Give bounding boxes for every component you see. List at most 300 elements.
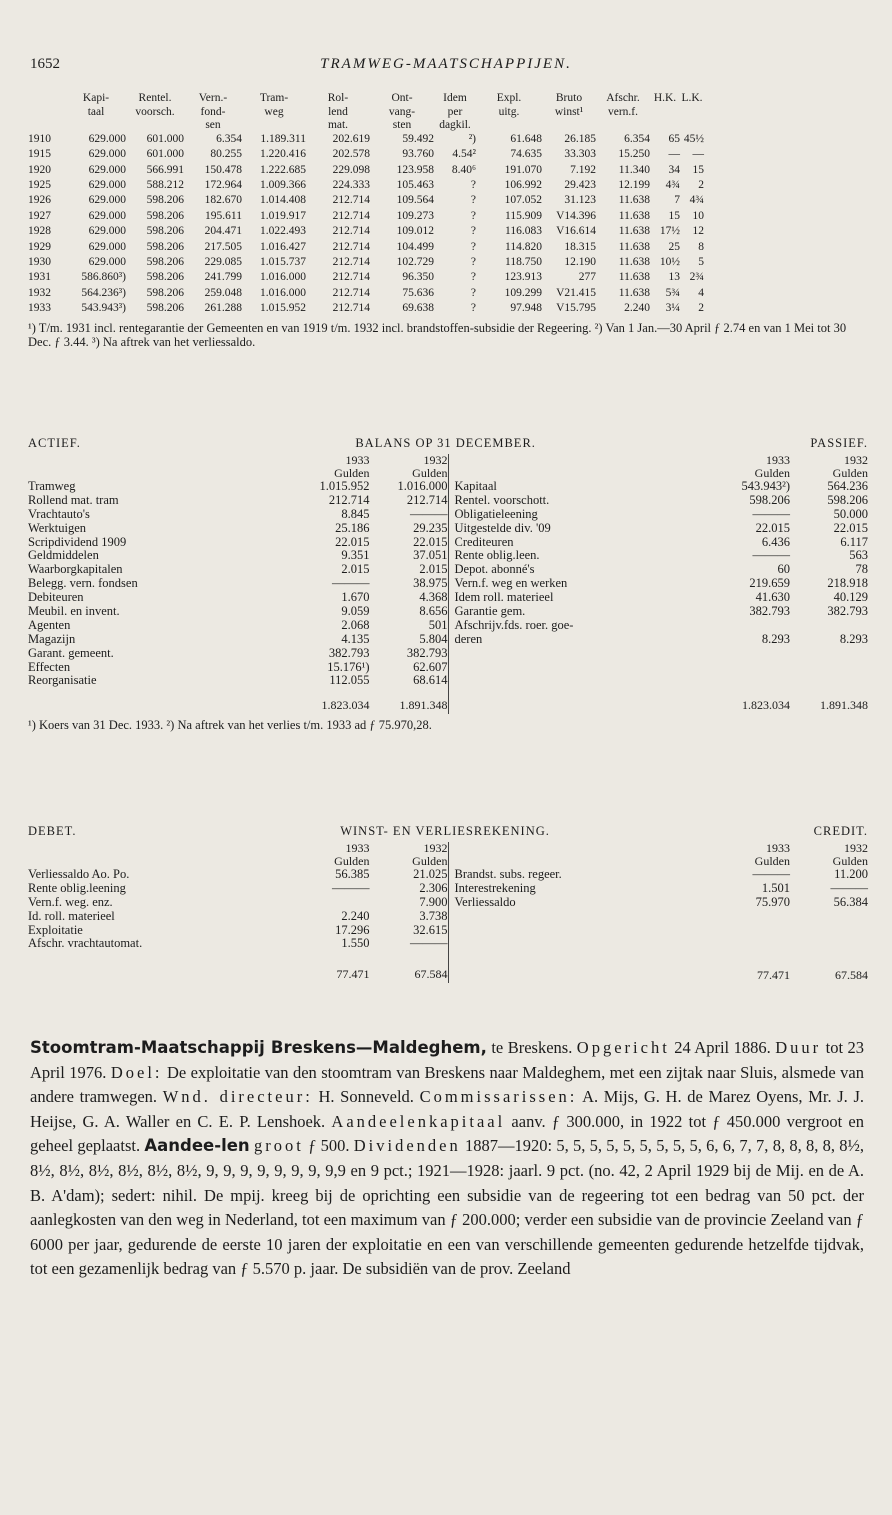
credit-column (449, 842, 869, 983)
table-cell: 1.015.952 (260, 302, 306, 315)
passief-total-1933: 1.823.034 (742, 698, 790, 713)
table-cell: 629.000 (88, 255, 126, 268)
table-cell: 75.636 (402, 286, 434, 299)
passief-row (449, 633, 869, 647)
table-cell: ? (470, 286, 476, 299)
actief-value-1933: 382.793 (328, 645, 370, 660)
actief-row (28, 549, 448, 563)
table-cell: 4¾ (665, 178, 680, 191)
credit-label: Brandst. subs. regeer. (454, 868, 562, 881)
actief-label: Werktuigen (28, 521, 87, 535)
unit-label: Gulden (334, 854, 370, 868)
table-cell: 11.340 (618, 163, 650, 176)
table-cell: 11.638 (618, 271, 650, 284)
debet-value-1932: 7.900 (419, 894, 448, 909)
founded-label: Opgericht (576, 1038, 670, 1057)
passief-label: Obligatieleening (454, 507, 538, 521)
credit-label: Interestrekening (454, 881, 536, 895)
actief-label: Debiteuren (28, 591, 84, 605)
actief-total-1932: 1.891.348 (399, 698, 448, 713)
table-cell: ? (470, 194, 476, 207)
table-cell: 123.958 (396, 163, 434, 176)
passief-row (449, 563, 869, 577)
table-cell: 102.729 (396, 255, 434, 268)
table-cell: ? (470, 178, 476, 191)
debet-value-1932: 3.738 (419, 908, 448, 923)
table-cell: 217.505 (204, 240, 242, 253)
actief-value-1933: ——— (332, 576, 370, 591)
table-cell: ? (470, 225, 476, 238)
table-cell: 11.638 (618, 240, 650, 253)
credit-title: CREDIT. (813, 824, 868, 838)
actief-row (28, 494, 448, 508)
table-cell: 601.000 (146, 148, 184, 161)
pl-title: WINST- EN VERLIESREKENING. (340, 824, 550, 838)
table-cell: — (692, 148, 704, 161)
table-cell: 598.206 (146, 194, 184, 207)
table-cell: 172.964 (204, 178, 242, 191)
table-cell: 629.000 (88, 163, 126, 176)
table-cell: 204.471 (204, 225, 242, 238)
actief-label: Agenten (28, 618, 71, 632)
actief-row (28, 480, 448, 494)
passief-label: deren (454, 632, 483, 646)
table-cell: 123.913 (504, 271, 542, 284)
table-cell: 150.478 (204, 163, 242, 176)
actief-row (28, 577, 448, 591)
table-row (28, 133, 868, 148)
table-cell: 34 (668, 163, 680, 176)
table-cell: 1933 (28, 302, 51, 315)
actief-row (28, 633, 448, 647)
table-cell: 1.189.311 (260, 132, 306, 145)
debet-row (28, 868, 448, 882)
passief-label: Kapitaal (454, 480, 497, 493)
actief-row (28, 508, 448, 522)
actief-label: Scripdividend 1909 (28, 535, 127, 549)
table-cell: 598.206 (146, 271, 184, 284)
actief-value-1932: 68.614 (413, 673, 448, 688)
table-row (28, 256, 868, 271)
actief-row (28, 605, 448, 619)
debet-value-1932: ——— (410, 936, 448, 951)
table-cell: 10½ (659, 255, 680, 268)
table-cell: 109.273 (396, 209, 434, 222)
passief-value-1933: 8.293 (761, 631, 790, 646)
passief-value-1933: 6.436 (761, 534, 790, 549)
passief-label: Depot. abonné's (454, 563, 535, 577)
actief-value-1933: 4.135 (341, 631, 370, 646)
debet-value-1933: 17.296 (335, 922, 370, 937)
column-header: H.K. (653, 92, 677, 104)
table-cell: 564.236³) (81, 286, 126, 299)
table-cell: 10 (692, 209, 704, 222)
table-cell: 212.714 (332, 194, 370, 207)
table-cell: 109.299 (504, 286, 542, 299)
table-cell: 13 (668, 271, 680, 284)
table-cell: 15 (668, 209, 680, 222)
table-cell: 118.750 (505, 255, 542, 268)
debet-value-1933 (292, 896, 370, 910)
table-cell: 241.799 (204, 271, 242, 284)
passief-value-1932: 22.015 (833, 520, 868, 535)
table-cell: 15.250 (618, 148, 650, 161)
table-cell: 96.350 (402, 271, 434, 284)
actief-value-1933: 1.670 (341, 590, 370, 605)
passief-value-1932: 40.129 (833, 590, 868, 605)
debet-row (28, 924, 448, 938)
actief-label: Geldmiddelen (28, 549, 99, 563)
actief-row (28, 647, 448, 661)
table-cell: 93.760 (402, 148, 434, 161)
passief-label: Uitgestelde div. '09 (454, 521, 551, 535)
table-cell: 106.992 (504, 178, 542, 191)
commissioners-value: A. Mijs, G. H. de Marez Oyens, Mr. J. J. Heijse, G. A. Waller en C. E. P. Lenshoek. (30, 1087, 864, 1131)
column-header: Vern.- fond- sen (198, 92, 228, 132)
table-cell: 261.288 (204, 302, 242, 315)
credit-value-1933: 1.501 (761, 880, 790, 895)
column-header: Afschr. vern.f. (606, 92, 640, 118)
table-cell: V14.396 (556, 209, 596, 222)
table-cell: 224.333 (332, 178, 370, 191)
unit-label: Gulden (334, 466, 370, 480)
credit-value-1933: ——— (752, 867, 790, 881)
passief-row (449, 494, 869, 508)
debet-row (28, 910, 448, 924)
actief-label: Vrachtauto's (28, 507, 90, 521)
table-row (28, 164, 868, 179)
passief-rows (449, 480, 869, 647)
actief-value-1933: 9.059 (341, 604, 370, 619)
table-cell: 1932 (28, 286, 51, 299)
table-cell: 202.619 (332, 132, 370, 145)
table-cell: 80.255 (210, 148, 242, 161)
table-cell: 17½ (659, 225, 680, 238)
passief-label: Vern.f. weg en werken (454, 577, 568, 591)
page-header (30, 50, 862, 80)
running-title: TRAMWEG-MAATSCHAPPIJEN. (320, 56, 572, 72)
unit-label: Gulden (754, 466, 790, 480)
credit-value-1932: 56.384 (833, 894, 868, 909)
debet-row (28, 882, 448, 896)
table-row (28, 179, 868, 194)
table-cell: 1910 (28, 132, 51, 145)
actief-total-1933: 1.823.034 (321, 698, 370, 713)
actief-value-1932: 4.368 (419, 590, 448, 605)
table-cell: 1930 (28, 255, 51, 268)
year-1933: 1933 (345, 841, 370, 855)
table-cell: V21.415 (556, 286, 596, 299)
year-1932: 1932 (423, 841, 448, 855)
passief-value-1932 (790, 619, 868, 633)
table-cell: 586.860³) (81, 271, 126, 284)
table-cell: 2 (698, 302, 704, 315)
passief-total-1932: 1.891.348 (820, 698, 868, 713)
actief-value-1933: 15.176¹) (327, 659, 370, 674)
actief-value-1933: 2.068 (341, 617, 370, 632)
table-cell: 212.714 (332, 240, 370, 253)
actief-value-1933: 112.055 (329, 673, 370, 688)
debet-row (28, 896, 448, 910)
table-cell: 1.222.685 (260, 163, 306, 176)
table-cell: 4¾ (689, 194, 704, 207)
actief-value-1933: 9.351 (341, 548, 370, 563)
balance-sheet (28, 436, 868, 733)
statistics-notes: ¹) T/m. 1931 incl. rentegarantie der Gemeenten en van 1919 t/m. 1932 incl. brandstoffen-subsidie der Regeering. ²) Van 1 Jan.—30 April ƒ 2.74 en van 1 Mei tot 30 Dec. ƒ 3.44. ³) Na aftrek van het verliessaldo. (28, 321, 847, 350)
debet-column (28, 842, 449, 983)
column-header: Kapi- taal (82, 92, 110, 118)
actief-value-1932: 38.975 (413, 576, 448, 591)
credit-row (449, 882, 869, 896)
actief-value-1932: 22.015 (413, 534, 448, 549)
company-entry (30, 1036, 864, 1282)
actief-value-1933: 8.845 (341, 506, 370, 521)
actief-column (28, 454, 449, 688)
credit-total-1933: 77.471 (757, 967, 790, 982)
table-cell: 1.015.737 (260, 255, 306, 268)
passief-row (449, 605, 869, 619)
table-cell: 12.199 (618, 178, 650, 191)
passief-value-1932: 563 (849, 548, 868, 563)
table-cell: 2¾ (689, 271, 704, 284)
table-cell: 26.185 (564, 132, 596, 145)
table-cell: 598.206 (146, 209, 184, 222)
year-1933: 1933 (766, 841, 790, 855)
profit-loss-account (28, 824, 868, 983)
passief-label: Rentel. voorschott. (454, 493, 550, 507)
passief-value-1933: ——— (752, 506, 790, 521)
actief-value-1932: 5.804 (419, 631, 448, 646)
table-cell: 1.016.000 (260, 286, 306, 299)
page-number: 1652 (30, 56, 60, 72)
table-cell: 598.206 (146, 255, 184, 268)
passief-row (449, 549, 869, 563)
unit-label: Gulden (412, 466, 448, 480)
table-cell: 629.000 (88, 194, 126, 207)
statistics-body (28, 133, 868, 318)
table-cell: 543.943³) (81, 302, 126, 315)
table-cell: 4 (698, 286, 704, 299)
actief-label: Garant. gemeent. (28, 646, 114, 660)
actief-value-1933: 25.186 (335, 520, 370, 535)
actief-value-1932: 37.051 (413, 548, 448, 563)
table-cell: 15 (692, 163, 704, 176)
table-cell: 1929 (28, 240, 51, 253)
table-row (28, 241, 868, 256)
table-cell: 105.463 (396, 178, 434, 191)
table-cell: 6.354 (216, 132, 242, 145)
actief-value-1932: 382.793 (406, 645, 448, 660)
table-cell: 212.714 (332, 255, 370, 268)
table-cell: 1915 (28, 148, 51, 161)
table-cell: 69.638 (402, 302, 434, 315)
director-value: H. Sonneveld. (312, 1087, 420, 1107)
passief-row (449, 577, 869, 591)
credit-row (449, 896, 869, 910)
passief-value-1933: 219.659 (749, 576, 790, 591)
debet-label: Verliessaldo Ao. Po. (28, 868, 130, 881)
credit-value-1933: 75.970 (755, 894, 790, 909)
passief-value-1933: 382.793 (749, 604, 790, 619)
table-cell: — (668, 148, 680, 161)
statistics-table (28, 92, 868, 349)
table-cell: 1928 (28, 225, 51, 238)
table-cell: 11.638 (618, 209, 650, 222)
commissioners-label: Commissarissen: (419, 1087, 578, 1107)
table-cell: 1.016.427 (260, 240, 306, 253)
table-cell: ? (470, 209, 476, 222)
table-cell: 5¾ (665, 286, 680, 299)
table-cell: 629.000 (88, 240, 126, 253)
table-cell: 4.54² (452, 148, 476, 161)
table-cell: 212.714 (332, 225, 370, 238)
debet-total-1933: 77.471 (336, 967, 370, 982)
table-cell: 74.635 (510, 148, 542, 161)
debet-value-1932: 21.025 (413, 867, 448, 881)
column-header: Expl. uitg. (496, 92, 522, 118)
dividends-value: 1887—1920: 5, 5, 5, 5, 5, 5, 5, 5, 5, 6, 6, 7, 7, 8, 8, 8, 8, 8½, 8½, 8½, 8½, 8½, 8½, 8½, 9, 9, 9, 9, 9, 9, 9, 9,9 en 9 pct.; 1921—1928: jaarl. 9 pct. (no. 42, 2 April 1929 bij de Mij. en de A. B. A'dam); sedert: nihil. De mpij. kreeg bij de oprichting een subsidie van de regeering tot een bedrag van 50 pct. der aanlegkosten van den weg in Nederland, tot een maximum van ƒ 200.000; verder een subsidie van de provincie Zeeland van ƒ 6000 per jaar, gedurende de eerste 10 jaren der exploitatie en een van verschillende gemeenten gedurende hetzelfde tijdvak, tot een gezamenlijk bedrag van ƒ 5.570 p. jaar. De subsidiën van de prov. Zeeland (30, 1136, 865, 1279)
table-cell: ? (470, 255, 476, 268)
credit-row (449, 868, 869, 882)
table-cell: 566.991 (146, 163, 184, 176)
actief-title: ACTIEF. (28, 436, 81, 450)
table-cell: 104.499 (396, 240, 434, 253)
actief-value-1932: ——— (410, 506, 448, 521)
year-1933: 1933 (345, 453, 370, 467)
table-cell: 2 (698, 178, 704, 191)
table-cell: 629.000 (88, 209, 126, 222)
actief-label: Reorganisatie (28, 674, 97, 688)
passief-row (449, 536, 869, 550)
table-cell: 277 (578, 271, 596, 284)
passief-value-1932: 78 (855, 562, 868, 577)
table-cell: 229.098 (332, 163, 370, 176)
purpose-label: Doel: (110, 1062, 163, 1082)
actief-row (28, 522, 448, 536)
debet-title: DEBET. (28, 824, 77, 838)
debet-row (28, 937, 448, 951)
passief-value-1933 (712, 619, 790, 633)
table-cell: 6.354 (624, 132, 650, 145)
share-capital-label: Aandeelenkapitaal (331, 1111, 506, 1131)
table-cell: 31.123 (564, 194, 596, 207)
passief-value-1932: 382.793 (827, 604, 868, 619)
year-1933: 1933 (766, 453, 790, 467)
table-cell: 629.000 (88, 132, 126, 145)
actief-label: Tramweg (28, 480, 76, 493)
passief-label: Idem roll. materieel (454, 591, 554, 605)
table-cell: 12 (692, 225, 704, 238)
table-row (28, 194, 868, 209)
shares-label: Aandee-len (144, 1136, 250, 1156)
table-cell: 1931 (28, 271, 51, 284)
actief-label: Rollend mat. tram (28, 493, 119, 507)
column-header: Rol- lend mat. (327, 92, 349, 132)
actief-value-1933: 1.015.952 (319, 479, 370, 493)
credit-value-1932: ——— (830, 880, 868, 895)
year-1932: 1932 (844, 453, 868, 467)
passief-value-1933: ——— (752, 548, 790, 563)
actief-value-1933: 2.015 (341, 562, 370, 577)
debet-value-1933: 56.385 (335, 867, 370, 881)
table-cell: 109.012 (396, 225, 434, 238)
debet-label: Id. roll. materieel (28, 909, 115, 923)
statistics-header-row (28, 92, 868, 133)
balance-title: BALANS OP 31 DECEMBER. (355, 436, 536, 450)
table-cell: 2.240 (624, 302, 650, 315)
actief-value-1932: 1.016.000 (397, 479, 448, 493)
table-cell: 116.083 (505, 225, 542, 238)
table-cell: 629.000 (88, 148, 126, 161)
dividends-label: Dividenden (353, 1136, 461, 1156)
actief-label: Effecten (28, 660, 71, 674)
table-cell: 629.000 (88, 225, 126, 238)
column-header: Rentel. voorsch. (135, 92, 175, 118)
actief-label: Magazijn (28, 632, 76, 646)
table-cell: 1.014.408 (260, 194, 306, 207)
table-cell: 18.315 (564, 240, 596, 253)
actief-row (28, 674, 448, 688)
passief-value-1932: 218.918 (827, 576, 868, 591)
table-cell: 212.714 (332, 286, 370, 299)
table-cell: 1925 (28, 178, 51, 191)
debet-value-1932: 2.306 (419, 880, 448, 895)
table-cell: 97.948 (510, 302, 542, 315)
table-row (28, 225, 868, 240)
debet-value-1933: 2.240 (341, 908, 370, 923)
passief-value-1932: 50.000 (833, 506, 868, 521)
table-cell: 65 (668, 132, 680, 145)
table-cell: ? (470, 271, 476, 284)
table-cell: 588.212 (146, 178, 184, 191)
table-cell: 11.638 (618, 286, 650, 299)
actief-label: Belegg. vern. fondsen (28, 577, 138, 591)
debet-value-1933: 1.550 (341, 936, 370, 951)
table-cell: 45½ (683, 132, 704, 145)
passief-row (449, 480, 869, 494)
duration-value: tot 23 April 1976. (30, 1038, 864, 1082)
actief-label: Waarborgkapitalen (28, 563, 123, 577)
passief-label: Crediteuren (454, 535, 514, 549)
passief-column (449, 454, 869, 688)
table-cell: 1.016.000 (260, 271, 306, 284)
table-cell: 598.206 (146, 240, 184, 253)
passief-value-1933: 543.943²) (741, 479, 790, 493)
table-cell: V16.614 (556, 225, 596, 238)
table-cell: 1927 (28, 209, 51, 222)
table-cell: 7.192 (570, 163, 596, 176)
table-cell: 11.638 (618, 225, 650, 238)
actief-value-1932: 2.015 (419, 562, 448, 577)
year-1932: 1932 (844, 841, 868, 855)
share-capital-value: aanv. ƒ 300.000, in 1922 tot ƒ 450.000 vergroot en geheel geplaatst. (30, 1111, 864, 1156)
table-cell: V15.795 (556, 302, 596, 315)
table-cell: 11.638 (618, 194, 650, 207)
table-cell: 59.492 (402, 132, 434, 145)
debet-label: Rente oblig.leening (28, 881, 126, 895)
column-header: Bruto winst¹ (554, 92, 584, 118)
actief-value-1932: 62.607 (413, 659, 448, 674)
table-cell: 115.909 (505, 209, 542, 222)
table-cell: 8 (698, 240, 704, 253)
column-header: Ont- vang- sten (388, 92, 416, 132)
table-cell: 1920 (28, 163, 51, 176)
table-cell: 1926 (28, 194, 51, 207)
actief-row (28, 536, 448, 550)
balance-titles (28, 436, 868, 454)
actief-row (28, 661, 448, 675)
credit-rows (449, 868, 869, 910)
